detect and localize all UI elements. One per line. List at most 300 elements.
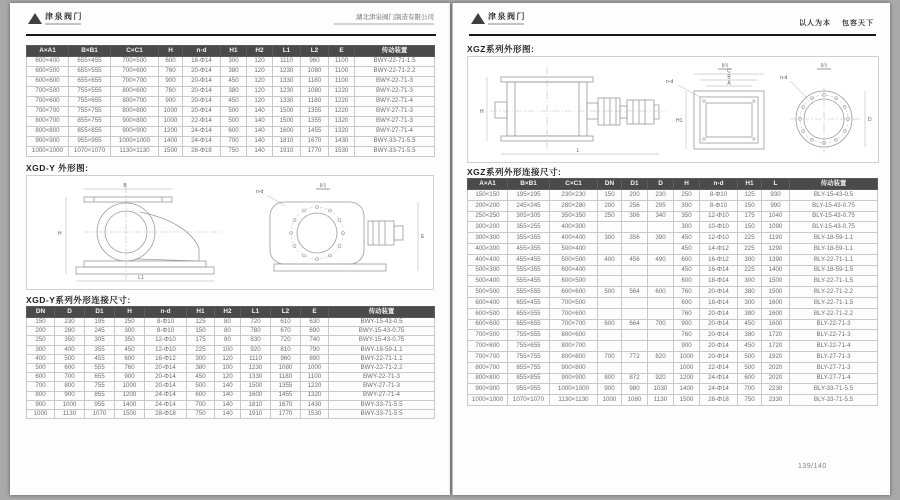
table-cell: BLY-27-71-3 bbox=[790, 362, 878, 373]
table-cell: BWY-33-71-5.5 bbox=[329, 400, 435, 409]
table-cell bbox=[598, 308, 622, 319]
table-cell: 230 bbox=[55, 318, 85, 327]
table-cell: 1000 bbox=[159, 107, 183, 117]
table-cell: 1720 bbox=[762, 330, 790, 341]
table-cell: 350×350 bbox=[550, 211, 598, 222]
table-cell: 1320 bbox=[301, 391, 329, 400]
column-header: H2 bbox=[215, 307, 241, 318]
table-cell: BLY-15-43-0.75 bbox=[790, 211, 878, 222]
header-rule bbox=[469, 34, 876, 36]
table-cell: 500×400 bbox=[550, 243, 598, 254]
table-cell: 1355 bbox=[271, 382, 301, 391]
table-cell: 1600 bbox=[273, 127, 301, 137]
table-cell: 555×355 bbox=[508, 265, 550, 276]
table-cell: 140 bbox=[247, 107, 273, 117]
table-row bbox=[27, 391, 435, 400]
table-cell: 20-Φ14 bbox=[700, 287, 738, 298]
table-cell: 780 bbox=[241, 327, 271, 336]
table-cell: 225 bbox=[187, 345, 215, 354]
table-cell: 1000 bbox=[55, 400, 85, 409]
table-cell: 140 bbox=[215, 409, 241, 418]
table-cell: 1355 bbox=[301, 117, 329, 127]
table-cell: 755×655 bbox=[69, 97, 111, 107]
table-cell: 20-Φ14 bbox=[700, 351, 738, 362]
table-cell: 20-Φ14 bbox=[700, 330, 738, 341]
column-header: D1 bbox=[622, 179, 648, 190]
table-cell: 400 bbox=[598, 254, 622, 265]
column-header: E bbox=[329, 46, 355, 57]
table-cell: 80 bbox=[215, 318, 241, 327]
table-cell: 900 bbox=[27, 400, 55, 409]
column-header: H bbox=[115, 307, 145, 318]
table-cell: 800×800 bbox=[27, 127, 69, 137]
table-row bbox=[468, 373, 878, 384]
table-cell: 1070 bbox=[85, 409, 115, 418]
page-left bbox=[10, 3, 450, 495]
table-cell: 300 bbox=[598, 233, 622, 244]
table-cell: 700 bbox=[27, 382, 55, 391]
table-cell: BWY-27-71-4 bbox=[355, 127, 435, 137]
table-row bbox=[27, 354, 435, 363]
table-cell: 350 bbox=[115, 336, 145, 345]
column-header: L1 bbox=[273, 46, 301, 57]
table-cell: 800×600 bbox=[550, 330, 598, 341]
table-cell: 700×700 bbox=[111, 77, 159, 87]
table-cell: 810 bbox=[271, 345, 301, 354]
table-cell: 740 bbox=[301, 336, 329, 345]
table-cell: 1180 bbox=[271, 373, 301, 382]
table-cell: 400×300 bbox=[468, 243, 508, 254]
table-cell: 450 bbox=[221, 77, 247, 87]
section-title-xgz-dims: XGZ系列外形连接尺寸: bbox=[467, 167, 562, 177]
table-cell: 872 bbox=[622, 373, 648, 384]
table-cell: 380 bbox=[221, 87, 247, 97]
table-cell: 655 bbox=[85, 373, 115, 382]
table-cell: 400×400 bbox=[468, 254, 508, 265]
table-cell: 2230 bbox=[762, 384, 790, 395]
table-cell: 1390 bbox=[762, 254, 790, 265]
table-cell: 1000×1000 bbox=[468, 395, 508, 406]
table-cell: 16-Φ14 bbox=[700, 265, 738, 276]
table-cell: 750 bbox=[187, 409, 215, 418]
table-cell: BWY-22-71-1.1 bbox=[329, 354, 435, 363]
table-cell: 20-Φ14 bbox=[183, 87, 221, 97]
table-cell: 18-Φ14 bbox=[700, 297, 738, 308]
table-cell: 10-Φ10 bbox=[700, 222, 738, 233]
table-cell: 195×195 bbox=[508, 190, 550, 201]
table-cell: 140 bbox=[247, 117, 273, 127]
table-cell: BWY-15-43-0.75 bbox=[329, 336, 435, 345]
table-cell: 500 bbox=[738, 351, 762, 362]
table-cell: 955×955 bbox=[508, 384, 550, 395]
table-cell: 655×655 bbox=[508, 319, 550, 330]
column-header: L2 bbox=[301, 46, 329, 57]
table-cell: 1720 bbox=[762, 341, 790, 352]
column-header: H1 bbox=[221, 46, 247, 57]
table-cell: 455×355 bbox=[508, 243, 550, 254]
table-cell bbox=[648, 297, 674, 308]
column-header: H bbox=[674, 179, 700, 190]
table-cell: 150 bbox=[738, 200, 762, 211]
table-cell: 1330 bbox=[241, 373, 271, 382]
table-cell: 140 bbox=[215, 391, 241, 400]
table-cell: 700×700 bbox=[468, 351, 508, 362]
table-cell: 20-Φ14 bbox=[700, 308, 738, 319]
table-cell: 450 bbox=[115, 345, 145, 354]
page-number: 139/140 bbox=[798, 463, 827, 470]
table-cell: 356 bbox=[622, 233, 648, 244]
table-cell: 900 bbox=[55, 391, 85, 400]
column-header: E bbox=[301, 307, 329, 318]
table-cell: 700 bbox=[221, 137, 247, 147]
table-cell: 900 bbox=[674, 319, 700, 330]
table-cell: 300 bbox=[738, 254, 762, 265]
table-row bbox=[468, 222, 878, 233]
table-cell: 500 bbox=[738, 362, 762, 373]
table-cell: BWY-27-71-3 bbox=[329, 382, 435, 391]
table-cell: 16-Φ12 bbox=[700, 254, 738, 265]
table-cell: 800×800 bbox=[550, 351, 598, 362]
table-cell: 450 bbox=[187, 373, 215, 382]
table-cell: 22-Φ14 bbox=[183, 117, 221, 127]
table-cell: 655×555 bbox=[508, 308, 550, 319]
table-cell: 390 bbox=[648, 233, 674, 244]
column-header: H2 bbox=[247, 46, 273, 57]
table-cell: 500 bbox=[221, 107, 247, 117]
table-cell: 900×900 bbox=[27, 137, 69, 147]
column-header: H bbox=[159, 46, 183, 57]
dim-label-b: B bbox=[727, 74, 731, 81]
dim-label-l1: L1 bbox=[138, 275, 144, 281]
table-cell: 1090 bbox=[762, 222, 790, 233]
table-cell: 655×455 bbox=[69, 57, 111, 67]
view-label: I向 bbox=[820, 63, 828, 69]
table-cell bbox=[648, 276, 674, 287]
table-cell: 1180 bbox=[301, 77, 329, 87]
table-cell: 1330 bbox=[273, 77, 301, 87]
table-cell: 1110 bbox=[241, 354, 271, 363]
table-cell: 100 bbox=[215, 345, 241, 354]
table-cell: 200 bbox=[27, 327, 55, 336]
table-cell: 1000 bbox=[674, 362, 700, 373]
page-left-header bbox=[28, 10, 434, 32]
table-cell: 600 bbox=[27, 373, 55, 382]
table-cell: 24-Φ14 bbox=[145, 400, 187, 409]
table-cell: BWY-15-43-0.5 bbox=[329, 318, 435, 327]
section-title-xgdy-dims: XGD-Y系列外形连接尺寸: bbox=[26, 295, 131, 305]
table-cell: 1330 bbox=[273, 97, 301, 107]
table-cell: 655×555 bbox=[69, 67, 111, 77]
table-cell: 1455 bbox=[271, 391, 301, 400]
table-cell: 772 bbox=[622, 351, 648, 362]
table-cell bbox=[622, 362, 648, 373]
table-cell: BWY-27-71-4 bbox=[329, 391, 435, 400]
table-row bbox=[27, 127, 435, 137]
table-cell: 700×500 bbox=[27, 87, 69, 97]
table-cell: 1080 bbox=[622, 395, 648, 406]
dim-label-a: A bbox=[727, 80, 731, 87]
table-cell: 140 bbox=[247, 127, 273, 137]
table-cell: 960 bbox=[271, 354, 301, 363]
dim-label-e: E bbox=[421, 234, 425, 240]
table-cell: 125 bbox=[738, 190, 762, 201]
table-cell: 280 bbox=[55, 327, 85, 336]
table-cell bbox=[648, 243, 674, 254]
table-cell: 800×800 bbox=[111, 107, 159, 117]
table-cell: 1500 bbox=[273, 107, 301, 117]
table-cell: 1220 bbox=[329, 87, 355, 97]
dim-label-h1: H1 bbox=[676, 118, 683, 124]
table-cell: 1500 bbox=[273, 117, 301, 127]
table-cell: 1190 bbox=[762, 233, 790, 244]
table-cell: 1100 bbox=[329, 57, 355, 67]
table-cell: 1130 bbox=[648, 395, 674, 406]
company-name: 湖北津泉阀门制造有限公司 bbox=[356, 14, 434, 21]
table-row bbox=[468, 254, 878, 265]
table-cell: 1910 bbox=[241, 409, 271, 418]
table-cell: 1000 bbox=[27, 409, 55, 418]
table-cell: 1500 bbox=[762, 287, 790, 298]
table-cell bbox=[622, 308, 648, 319]
xgdy-outline-drawing bbox=[26, 175, 434, 290]
table-cell: BWY-18-59-1.1 bbox=[329, 345, 435, 354]
table-cell: 700×600 bbox=[111, 67, 159, 77]
table-cell: 700×600 bbox=[27, 97, 69, 107]
table-cell bbox=[598, 243, 622, 254]
table-cell: 1000×1000 bbox=[111, 137, 159, 147]
table-cell: 195 bbox=[85, 318, 115, 327]
table-cell: 755×655 bbox=[508, 341, 550, 352]
view-label: I向 bbox=[319, 183, 327, 189]
column-header: C×C1 bbox=[111, 46, 159, 57]
table-cell: 930 bbox=[762, 190, 790, 201]
table-cell: 1080 bbox=[301, 67, 329, 77]
table-cell: 350 bbox=[55, 336, 85, 345]
table-cell: 1500 bbox=[674, 395, 700, 406]
column-header: n-d bbox=[700, 179, 738, 190]
table-cell: 1400 bbox=[762, 265, 790, 276]
table-cell: 2330 bbox=[762, 395, 790, 406]
table-cell: BLY-22-71-2.2 bbox=[790, 308, 878, 319]
table-cell: 2020 bbox=[762, 362, 790, 373]
table-row bbox=[468, 319, 878, 330]
table-cell: 800×700 bbox=[468, 362, 508, 373]
table-row bbox=[468, 233, 878, 244]
table-cell: 20-Φ14 bbox=[700, 341, 738, 352]
table-cell: 1355 bbox=[301, 107, 329, 117]
table-cell: 1200 bbox=[115, 391, 145, 400]
table-row bbox=[27, 87, 435, 97]
table-cell: 225 bbox=[738, 243, 762, 254]
table-cell bbox=[622, 243, 648, 254]
table-cell: 790 bbox=[301, 345, 329, 354]
table-row bbox=[468, 362, 878, 373]
table-cell: 120 bbox=[247, 67, 273, 77]
table-cell: 350 bbox=[674, 211, 700, 222]
table-cell: 760 bbox=[159, 67, 183, 77]
table-cell: 295 bbox=[648, 200, 674, 211]
table-cell: 800×700 bbox=[111, 97, 159, 107]
table-cell: 600×500 bbox=[468, 308, 508, 319]
flange-dimensions-table bbox=[26, 45, 435, 157]
table-cell: 12-Φ10 bbox=[145, 345, 187, 354]
table-cell: 700 bbox=[648, 319, 674, 330]
table-cell: 450 bbox=[738, 341, 762, 352]
dim-label-c: C bbox=[727, 68, 731, 75]
table-cell bbox=[598, 265, 622, 276]
table-cell: 225 bbox=[738, 233, 762, 244]
xgdy-drawing-svg bbox=[27, 176, 433, 289]
table-cell: 1100 bbox=[329, 67, 355, 77]
table-cell: 900×900 bbox=[550, 373, 598, 384]
table-cell bbox=[598, 297, 622, 308]
table-row bbox=[468, 297, 878, 308]
section-title-xgz-drawing: XGZ系列外形图: bbox=[467, 44, 535, 54]
table-row bbox=[27, 409, 435, 418]
table-cell: 245×245 bbox=[508, 200, 550, 211]
table-cell: 700 bbox=[738, 384, 762, 395]
table-cell: 760 bbox=[115, 363, 145, 372]
table-row bbox=[27, 373, 435, 382]
table-cell: BWY-27-71-3 bbox=[355, 107, 435, 117]
column-header: D1 bbox=[85, 307, 115, 318]
table-cell: 900×800 bbox=[111, 117, 159, 127]
table-cell: 600 bbox=[159, 57, 183, 67]
table-cell: 140 bbox=[247, 147, 273, 157]
table-cell: 600×400 bbox=[550, 265, 598, 276]
table-row bbox=[27, 336, 435, 345]
table-cell: 340 bbox=[648, 211, 674, 222]
table-cell: 664 bbox=[622, 319, 648, 330]
table-cell: 140 bbox=[215, 382, 241, 391]
table-cell: 20-Φ14 bbox=[145, 382, 187, 391]
table-cell bbox=[598, 341, 622, 352]
column-header: H1 bbox=[187, 307, 215, 318]
table-cell: 1030 bbox=[648, 384, 674, 395]
table-cell: 250 bbox=[27, 336, 55, 345]
table-cell: 855×755 bbox=[69, 117, 111, 127]
table-cell: 500×500 bbox=[468, 287, 508, 298]
table-cell: 760 bbox=[674, 308, 700, 319]
table-cell: 980 bbox=[622, 384, 648, 395]
table-cell: 400 bbox=[55, 345, 85, 354]
table-cell: 20-Φ14 bbox=[700, 319, 738, 330]
table-cell: 755×755 bbox=[508, 351, 550, 362]
table-cell: 1220 bbox=[329, 97, 355, 107]
table-cell: BWY-22-71-1.5 bbox=[355, 57, 435, 67]
table-cell: 750 bbox=[221, 147, 247, 157]
table-cell: 150 bbox=[187, 327, 215, 336]
table-cell: 22-Φ14 bbox=[700, 362, 738, 373]
table-cell: 1110 bbox=[273, 57, 301, 67]
table-cell: 1770 bbox=[301, 147, 329, 157]
table-cell bbox=[598, 276, 622, 287]
table-cell: 1000×1000 bbox=[27, 147, 69, 157]
table-cell: 1220 bbox=[329, 107, 355, 117]
table-cell: 690 bbox=[301, 327, 329, 336]
table-cell: 1600 bbox=[241, 391, 271, 400]
table-row bbox=[468, 265, 878, 276]
table-cell: 800 bbox=[598, 373, 622, 384]
table-cell: 600 bbox=[221, 127, 247, 137]
logo-text-block bbox=[45, 12, 83, 25]
table-cell: 1500 bbox=[241, 382, 271, 391]
table-cell: 600 bbox=[55, 363, 85, 372]
table-cell: 610 bbox=[271, 318, 301, 327]
table-cell: 1600 bbox=[762, 308, 790, 319]
table-cell: 1530 bbox=[329, 147, 355, 157]
table-cell: 300 bbox=[674, 222, 700, 233]
table-cell: 555×455 bbox=[508, 276, 550, 287]
table-row bbox=[27, 363, 435, 372]
table-cell: 355 bbox=[85, 345, 115, 354]
table-cell: 1100 bbox=[329, 77, 355, 87]
table-cell: 1000 bbox=[115, 382, 145, 391]
column-header: B×B1 bbox=[508, 179, 550, 190]
table-cell: 140 bbox=[215, 400, 241, 409]
table-cell: 855×855 bbox=[69, 127, 111, 137]
table-row bbox=[468, 243, 878, 254]
table-cell: 1430 bbox=[301, 400, 329, 409]
table-cell: 1290 bbox=[762, 243, 790, 254]
table-row bbox=[27, 77, 435, 87]
table-cell: 1000 bbox=[674, 351, 700, 362]
table-cell: 500 bbox=[27, 363, 55, 372]
table-cell: 1670 bbox=[271, 400, 301, 409]
table-cell: 200 bbox=[598, 200, 622, 211]
table-cell: 1230 bbox=[273, 67, 301, 77]
table-cell: 80 bbox=[215, 327, 241, 336]
table-cell: 305×305 bbox=[508, 211, 550, 222]
table-cell: 900 bbox=[159, 97, 183, 107]
table-cell: 600 bbox=[648, 287, 674, 298]
table-cell: 306 bbox=[622, 211, 648, 222]
table-cell: 655×655 bbox=[69, 77, 111, 87]
company-slogan: 以人为本 包容天下 bbox=[799, 20, 874, 27]
table-cell: 150 bbox=[598, 190, 622, 201]
table-cell: 800×700 bbox=[550, 341, 598, 352]
table-cell: 450 bbox=[221, 97, 247, 107]
column-header: D bbox=[55, 307, 85, 318]
column-header: B×B1 bbox=[69, 46, 111, 57]
table-cell: BLY-22-71-4 bbox=[790, 341, 878, 352]
table-cell: 1530 bbox=[301, 409, 329, 418]
table-cell: BWY-22-71-4 bbox=[355, 97, 435, 107]
table-cell: 700×700 bbox=[27, 107, 69, 117]
table-cell: 24-Φ14 bbox=[145, 391, 187, 400]
table-cell: 564 bbox=[622, 287, 648, 298]
table-cell: 300 bbox=[27, 345, 55, 354]
table-row bbox=[468, 351, 878, 362]
table-cell: 150 bbox=[738, 222, 762, 233]
table-cell: 256 bbox=[622, 200, 648, 211]
table-cell bbox=[622, 341, 648, 352]
table-cell: 12-Φ10 bbox=[700, 233, 738, 244]
table-cell: 1180 bbox=[301, 97, 329, 107]
table-cell: 1500 bbox=[115, 409, 145, 418]
dim-label-h: H bbox=[480, 109, 484, 115]
connection-dimensions-table bbox=[26, 306, 435, 419]
table-cell: 125 bbox=[187, 318, 215, 327]
column-header: L bbox=[762, 179, 790, 190]
table-cell: 820 bbox=[648, 351, 674, 362]
table-cell: 600×500 bbox=[550, 276, 598, 287]
table-cell: 355×355 bbox=[508, 233, 550, 244]
table-cell: 1220 bbox=[301, 382, 329, 391]
table-cell bbox=[622, 222, 648, 233]
table-cell: 250 bbox=[598, 211, 622, 222]
table-cell: 150 bbox=[27, 318, 55, 327]
